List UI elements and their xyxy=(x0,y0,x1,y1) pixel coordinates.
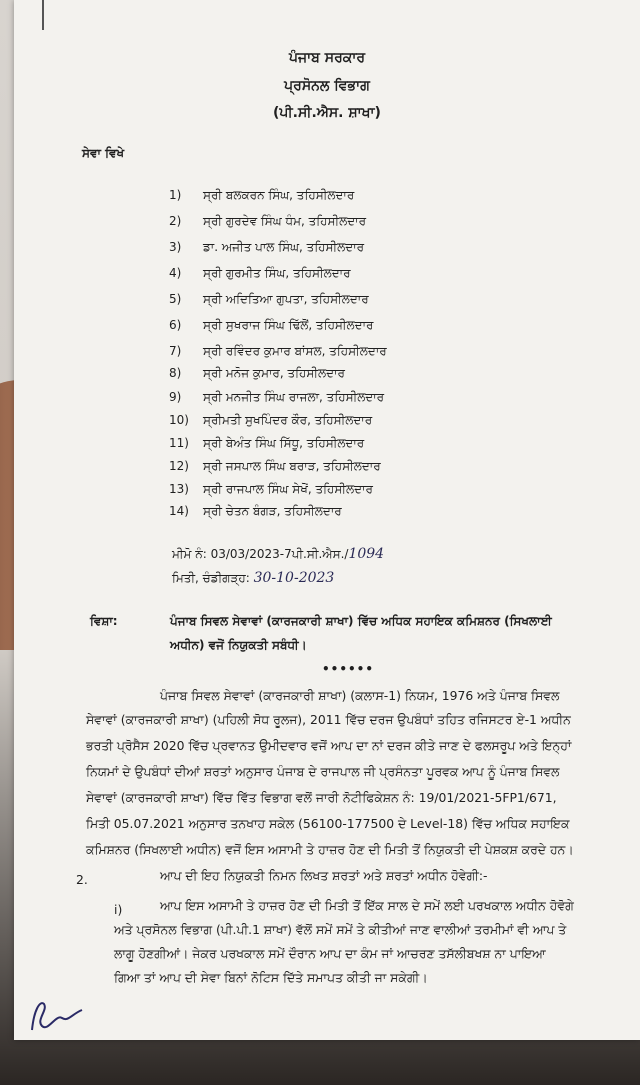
header-line-1: ਪੰਜਾਬ ਸਰਕਾਰ xyxy=(288,50,366,66)
subject-line-2: ਅਧੀਨ) ਵਜੋਂ ਨਿਯੁਕਤੀ ਸਬੰਧੀ। xyxy=(170,638,307,652)
list-item-name: ਸ੍ਰੀ ਬੇਅੰਤ ਸਿੰਘ ਸਿੱਧੂ, ਤਹਿਸੀਲਦਾਰ xyxy=(203,436,365,450)
paragraph-1-line-4: ਨਿਯਮਾਂ ਦੇ ਉਪਬੰਧਾਂ ਦੀਆਂ ਸ਼ਰਤਾਂ ਅਨੁਸਾਰ ਪੰਜਾਬ ਦੇ ਰਾਜਪਾਲ ਜੀ ਪ੍ਰਸੰਨਤਾ ਪੂਰਵਕ ਆਪ ਨੂੰ ਪੰਜਾਬ ਸਿਵਲ xyxy=(86,764,560,779)
salutation: ਸੇਵਾ ਵਿਖੇ xyxy=(82,146,125,160)
list-item-number: 14) xyxy=(169,504,189,518)
list-item xyxy=(169,390,384,405)
document-page xyxy=(14,0,640,1040)
list-item-number: 6) xyxy=(169,318,182,332)
paragraph-1-line-5: ਸੇਵਾਵਾਂ (ਕਾਰਜਕਾਰੀ ਸ਼ਾਖਾ) ਵਿੱਚ ਵਿੱਤ ਵਿਭਾਗ ਵਲੋਂ ਜਾਰੀ ਨੋਟੀਫਿਕੇਸ਼ਨ ਨੰ: 19/01/2021-5FP1/671, xyxy=(86,790,557,805)
clause-i-line-2: ਅਤੇ ਪ੍ਰਸੋਨਲ ਵਿਭਾਗ (ਪੀ.ਪੀ.1 ਸ਼ਾਖਾ) ਵੱਲੋਂ ਸਮੇਂ ਸਮੇਂ ਤੇ ਕੀਤੀਆਂ ਜਾਣ ਵਾਲੀਆਂ ਤਰਮੀਮਾਂ ਵੀ ਆਪ ਤੇ xyxy=(114,922,567,937)
paragraph-2-text: ਆਪ ਦੀ ਇਹ ਨਿਯੁਕਤੀ ਨਿਮਨ ਲਿਖਤ ਸ਼ਰਤਾਂ ਅਤੇ ਸ਼ਰਤਾਂ ਅਧੀਨ ਹੋਵੇਗੀ:- xyxy=(160,868,488,883)
paragraph-2-number: 2. xyxy=(76,872,88,887)
subject-label: ਵਿਸ਼ਾ: xyxy=(90,614,118,628)
list-item xyxy=(169,459,381,474)
list-item xyxy=(169,292,369,307)
list-item-name: ਸ੍ਰੀ ਰਵਿੰਦਰ ਕੁਮਾਰ ਬਾਂਸਲ, ਤਹਿਸੀਲਦਾਰ xyxy=(203,344,387,358)
list-item-number: 10) xyxy=(169,413,189,427)
list-item xyxy=(169,266,351,281)
list-item xyxy=(169,188,354,203)
list-item xyxy=(169,413,372,428)
list-item xyxy=(169,482,373,497)
clause-i-line-3: ਲਾਗੂ ਹੋਣਗੀਆਂ। ਜੇਕਰ ਪਰਖਕਾਲ ਸਮੇਂ ਦੌਰਾਨ ਆਪ ਦਾ ਕੰਮ ਜਾਂ ਆਚਰਣ ਤਸੱਲੀਬਖਸ਼ ਨਾ ਪਾਇਆ xyxy=(114,946,546,961)
list-item-number: 8) xyxy=(169,366,182,380)
list-item-number: 7) xyxy=(169,344,182,358)
memo-date-label: ਮਿਤੀ, ਚੰਡੀਗੜ੍ਹ: xyxy=(172,571,250,585)
list-item-name: ਸ੍ਰੀਮਤੀ ਸੁਖਪਿੰਦਰ ਕੌਰ, ਤਹਿਸੀਲਦਾਰ xyxy=(203,413,373,427)
clause-i-number: i) xyxy=(114,902,123,917)
clause-i-line-4: ਗਿਆ ਤਾਂ ਆਪ ਦੀ ਸੇਵਾ ਬਿਨਾਂ ਨੋਟਿਸ ਦਿੱਤੇ ਸਮਾਪਤ ਕੀਤੀ ਜਾ ਸਕੇਗੀ। xyxy=(114,970,428,985)
list-item-number: 3) xyxy=(169,240,182,254)
list-item-name: ਸ੍ਰੀ ਚੇਤਨ ਬੰਗੜ, ਤਹਿਸੀਲਦਾਰ xyxy=(203,504,342,518)
list-item xyxy=(169,344,387,359)
list-item xyxy=(169,366,345,381)
header-line-3: (ਪੀ.ਸੀ.ਐਸ. ਸ਼ਾਖਾ) xyxy=(273,105,381,121)
paragraph-1-line-6: ਮਿਤੀ 05.07.2021 ਅਨੁਸਾਰ ਤਨਖਾਹ ਸਕੇਲ (56100-177500 ਦੇ Level-18) ਵਿੱਚ ਅਧਿਕ ਸਹਾਇਕ xyxy=(86,816,570,831)
list-item-number: 2) xyxy=(169,214,182,228)
list-item-number: 4) xyxy=(169,266,182,280)
paragraph-1-line-2: ਸੇਵਾਵਾਂ (ਕਾਰਜਕਾਰੀ ਸ਼ਾਖਾ) (ਪਹਿਲੀ ਸੋਧ ਰੂਲਜ), 2011 ਵਿੱਚ ਦਰਜ ਉਪਬੰਧਾਂ ਤਹਿਤ ਰਜਿਸਟਰ ਏ-1 ਅਧੀਨ xyxy=(86,712,571,727)
list-item-number: 12) xyxy=(169,459,189,473)
paragraph-1-line-7: ਕਮਿਸ਼ਨਰ (ਸਿਖਲਾਈ ਅਧੀਨ) ਵਜੋਂ ਇਸ ਅਸਾਮੀ ਤੇ ਹਾਜ਼ਰ ਹੋਣ ਦੀ ਮਿਤੀ ਤੋਂ ਨਿਯੁਕਤੀ ਦੀ ਪੇਸ਼ਕਸ਼ ਕਰਦੇ ਹਨ। xyxy=(86,842,574,857)
paragraph-1-line-1: ਪੰਜਾਬ ਸਿਵਲ ਸੇਵਾਵਾਂ (ਕਾਰਜਕਾਰੀ ਸ਼ਾਖਾ) (ਕਲਾਸ-1) ਨਿਯਮ, 1976 ਅਤੇ ਪੰਜਾਬ ਸਿਵਲ xyxy=(160,688,560,703)
separator-dots: •••••• xyxy=(322,662,375,676)
header-line-2: ਪ੍ਰਸੋਨਲ ਵਿਭਾਗ xyxy=(284,78,370,94)
pen-mark xyxy=(42,0,44,30)
list-item-name: ਡਾ. ਅਜੀਤ ਪਾਲ ਸਿੰਘ, ਤਹਿਸੀਲਦਾਰ xyxy=(203,240,365,254)
list-item-number: 9) xyxy=(169,390,182,404)
signature-mark xyxy=(22,990,92,1040)
list-item xyxy=(169,436,364,451)
list-item xyxy=(169,240,364,255)
paragraph-1-line-3: ਭਰਤੀ ਪ੍ਰੋਸੈਸ 2020 ਵਿੱਚ ਪ੍ਰਵਾਨਤ ਉਮੀਦਵਾਰ ਵਜੋਂ ਆਪ ਦਾ ਨਾਂ ਦਰਜ ਕੀਤੇ ਜਾਣ ਦੇ ਫਲਸਰੂਪ ਅਤੇ ਇਨ੍ਹਾਂ xyxy=(86,738,572,753)
memo-label: ਮੀਮੋ ਨੰ: 03/03/2023-7ਪੀ.ਸੀ.ਐਸ./ xyxy=(172,547,349,561)
list-item-name: ਸ੍ਰੀ ਮਨਜੀਤ ਸਿੰਘ ਰਾਜਲਾ, ਤਹਿਸੀਲਦਾਰ xyxy=(203,390,385,404)
list-item xyxy=(169,214,366,229)
clause-i-line-1: ਆਪ ਇਸ ਅਸਾਮੀ ਤੇ ਹਾਜ਼ਰ ਹੋਣ ਦੀ ਮਿਤੀ ਤੋਂ ਇੱਕ ਸਾਲ ਦੇ ਸਮੇਂ ਲਈ ਪਰਖਕਾਲ ਅਧੀਨ ਹੋਵੋਗੇ xyxy=(160,898,574,913)
list-item-name: ਸ੍ਰੀ ਮਨੋਜ ਕੁਮਾਰ, ਤਹਿਸੀਲਦਾਰ xyxy=(203,366,345,380)
list-item xyxy=(169,318,373,333)
list-item-name: ਸ੍ਰੀ ਬਲਕਰਨ ਸਿੰਘ, ਤਹਿਸੀਲਦਾਰ xyxy=(203,188,355,202)
list-item-number: 11) xyxy=(169,436,189,450)
list-item xyxy=(169,504,342,519)
list-item-name: ਸ੍ਰੀ ਗੁਰਦੇਵ ਸਿੰਘ ਧੰਮ, ਤਹਿਸੀਲਦਾਰ xyxy=(203,214,367,228)
list-item-name: ਸ੍ਰੀ ਗੁਰਮੀਤ ਸਿੰਘ, ਤਹਿਸੀਲਦਾਰ xyxy=(203,266,351,280)
list-item-number: 1) xyxy=(169,188,182,202)
list-item-name: ਸ੍ਰੀ ਸੁਖਰਾਜ ਸਿੰਘ ਢਿੱਲੋਂ, ਤਹਿਸੀਲਦਾਰ xyxy=(203,318,374,332)
memo-handwritten-date: 30-10-2023 xyxy=(253,570,335,586)
list-item-name: ਸ੍ਰੀ ਰਾਜਪਾਲ ਸਿੰਘ ਸੇਖੋਂ, ਤਹਿਸੀਲਦਾਰ xyxy=(203,482,373,496)
memo-date xyxy=(172,570,334,586)
list-item-number: 5) xyxy=(169,292,182,306)
subject-line-1: ਪੰਜਾਬ ਸਿਵਲ ਸੇਵਾਵਾਂ (ਕਾਰਜਕਾਰੀ ਸ਼ਾਖਾ) ਵਿੱਚ ਅਧਿਕ ਸਹਾਇਕ ਕਮਿਸ਼ਨਰ (ਸਿਖਲਾਈ xyxy=(170,614,552,628)
memo-number xyxy=(172,546,384,562)
memo-handwritten-number: 1094 xyxy=(348,546,385,562)
list-item-number: 13) xyxy=(169,482,189,496)
list-item-name: ਸ੍ਰੀ ਅਦਿਤਿਆ ਗੁਪਤਾ, ਤਹਿਸੀਲਦਾਰ xyxy=(203,292,369,306)
list-item-name: ਸ੍ਰੀ ਜਸਪਾਲ ਸਿੰਘ ਬਰਾੜ, ਤਹਿਸੀਲਦਾਰ xyxy=(203,459,381,473)
